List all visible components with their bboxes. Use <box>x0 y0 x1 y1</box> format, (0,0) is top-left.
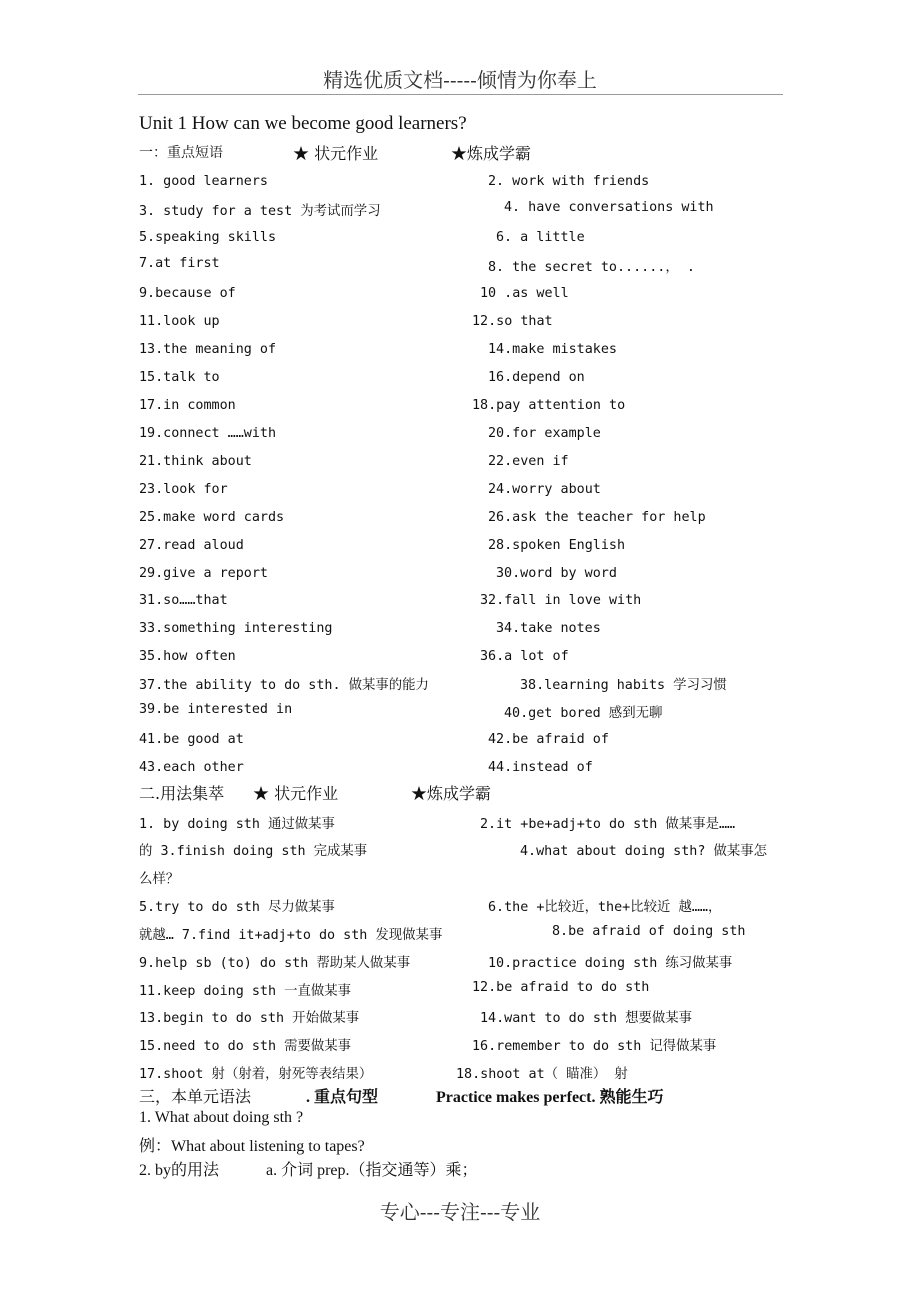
header-divider <box>138 94 783 95</box>
phrase-item: 24.worry about <box>488 482 601 497</box>
phrase-item: 27.read aloud <box>139 538 244 553</box>
phrase-item: 34.take notes <box>496 621 601 636</box>
phrase-item: 16.depend on <box>488 370 585 385</box>
phrase-item: 23.look for <box>139 482 228 497</box>
phrase-item: 5.speaking skills <box>139 230 277 245</box>
usage-item: 就越… 7.find it+adj+to do sth 发现做某事 <box>139 928 443 943</box>
usage-item: 2.it +be+adj+to do sth 做某事是…… <box>480 817 736 832</box>
usage-item: 12.be afraid to do sth <box>472 980 650 995</box>
grammar-line2: 例：What about listening to tapes? <box>139 1138 365 1155</box>
phrase-item: 30.word by word <box>496 566 617 581</box>
phrase-item: 20.for example <box>488 426 601 441</box>
phrase-item: 3. study for a test 为考试而学习 <box>139 204 381 219</box>
page-header: 精选优质文档-----倾情为你奉上 <box>323 68 597 92</box>
section3-key: . 重点句型 <box>306 1089 379 1106</box>
usage-item: 4.what about doing sth? 做某事怎 <box>520 844 768 859</box>
phrase-item: 38.learning habits 学习习惯 <box>520 678 727 693</box>
phrase-item: 43.each other <box>139 760 244 775</box>
usage-item: 的 3.finish doing sth 完成某事 <box>139 844 368 859</box>
phrase-item: 4. have conversations with <box>504 200 714 215</box>
section2-star2: ★炼成学霸 <box>411 784 492 803</box>
phrase-item: 22.even if <box>488 454 569 469</box>
phrase-item: 39.be interested in <box>139 702 293 717</box>
phrase-item: 29.give a report <box>139 566 268 581</box>
phrase-item: 6. a little <box>496 230 585 245</box>
phrase-item: 37.the ability to do sth. 做某事的能力 <box>139 678 429 693</box>
grammar-line3b: a. 介词 prep.（指交通等）乘； <box>266 1162 478 1179</box>
usage-item: 6.the +比较近，the+比较近 越……， <box>488 900 722 915</box>
usage-item: 16.remember to do sth 记得做某事 <box>472 1039 717 1054</box>
phrase-item: 42.be afraid of <box>488 732 609 747</box>
phrase-item: 12.so that <box>472 314 553 329</box>
phrase-item: 2. work with friends <box>488 174 650 189</box>
phrase-item: 15.talk to <box>139 370 220 385</box>
usage-item: 14.want to do sth 想要做某事 <box>480 1011 693 1026</box>
section1-star2: ★炼成学霸 <box>451 144 532 163</box>
page-footer: 专心---专注---专业 <box>379 1200 541 1224</box>
phrase-item: 40.get bored 感到无聊 <box>504 706 663 721</box>
usage-item: 1. by doing sth 通过做某事 <box>139 817 335 832</box>
unit-title: Unit 1 How can we become good learners? <box>139 113 467 134</box>
section2-star1: ★ 状元作业 <box>253 784 339 803</box>
section3-proverb: Practice makes perfect. 熟能生巧 <box>436 1089 664 1106</box>
usage-item: 9.help sb (to) do sth 帮助某人做某事 <box>139 956 411 971</box>
section1-star1: ★ 状元作业 <box>293 144 379 163</box>
phrase-item: 9.because of <box>139 286 236 301</box>
phrase-item: 11.look up <box>139 314 220 329</box>
phrase-item: 33.something interesting <box>139 621 333 636</box>
phrase-item: 41.be good at <box>139 732 244 747</box>
phrase-item: 21.think about <box>139 454 252 469</box>
section1-label: 一：重点短语 <box>139 145 223 161</box>
usage-item: 18.shoot at（ 瞄准） 射 <box>456 1067 628 1082</box>
usage-item: 13.begin to do sth 开始做某事 <box>139 1011 360 1026</box>
phrase-item: 14.make mistakes <box>488 342 617 357</box>
phrase-item: 36.a lot of <box>480 649 569 664</box>
phrase-item: 26.ask the teacher for help <box>488 510 706 525</box>
phrase-item: 18.pay attention to <box>472 398 626 413</box>
section2-label: 二.用法集萃 <box>139 784 225 803</box>
phrase-item: 28.spoken English <box>488 538 626 553</box>
phrase-item: 32.fall in love with <box>480 593 642 608</box>
usage-item: 5.try to do sth 尽力做某事 <box>139 900 335 915</box>
phrase-item: 44.instead of <box>488 760 593 775</box>
phrase-item: 7.at first <box>139 256 220 271</box>
phrase-item: 25.make word cards <box>139 510 285 525</box>
phrase-item: 31.so……that <box>139 593 228 608</box>
usage-item: 17.shoot 射（射着，射死等表结果） <box>139 1067 373 1082</box>
phrase-item: 8. the secret to......， . <box>488 260 695 275</box>
usage-item: 8.be afraid of doing sth <box>552 924 746 939</box>
usage-item: 么样？ <box>139 872 180 887</box>
grammar-line1: 1. What about doing sth ? <box>139 1109 304 1126</box>
phrase-item: 19.connect ……with <box>139 426 277 441</box>
phrase-item: 17.in common <box>139 398 236 413</box>
usage-item: 15.need to do sth 需要做某事 <box>139 1039 352 1054</box>
usage-item: 10.practice doing sth 练习做某事 <box>488 956 733 971</box>
phrase-item: 1. good learners <box>139 174 268 189</box>
usage-item: 11.keep doing sth 一直做某事 <box>139 984 352 999</box>
phrase-item: 35.how often <box>139 649 236 664</box>
phrase-item: 10 .as well <box>480 286 569 301</box>
grammar-line3a: 2. by的用法 <box>139 1162 220 1179</box>
section3-label: 三，本单元语法 <box>139 1089 252 1106</box>
phrase-item: 13.the meaning of <box>139 342 277 357</box>
